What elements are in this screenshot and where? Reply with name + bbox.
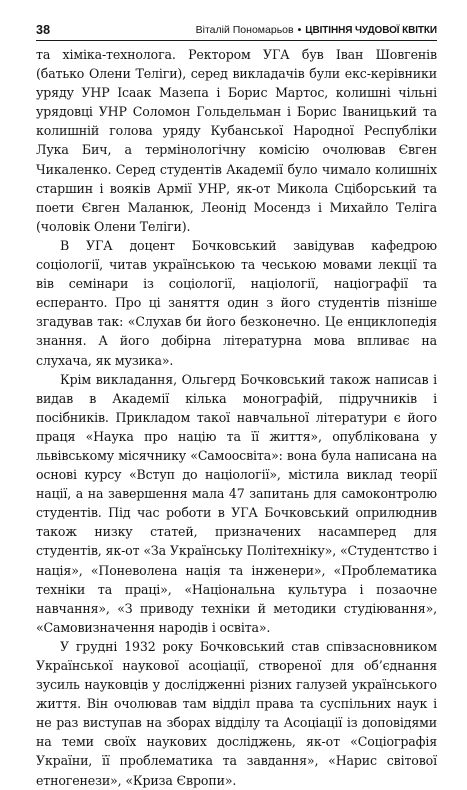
running-head (196, 24, 437, 36)
page-header (36, 20, 437, 41)
paragraph-3: Крім викладання, Ольгерд Бочковський також написав і видав в Академії кілька монографій, підручників і посібників. Прикладом такої навчальної літератури є його праця «Наука про націю та її життя», опублікована у львівському місячнику «Самоосвіта»: вона була написана на основі курсу «Вступ до націології», містила виклад теорії нації, а на завершення мала 47 запитань для самоконтролю студентів. Під час роботи в УГА Бочковський оприлюднив також низку статей, призначених насамперед для студентів, як-от «За Українську Політехніку», «Студентство і нація», «Поневолена нація та інженери», «Проблематика техніки та праці», «Національна культура і позаочне навчання», «З приводу техніки й методики студіювання», «Самовизначення народів і освіта». (36, 371, 437, 635)
paragraph-4: У грудні 1932 року Бочковський став співзасновником Української наукової асоціації, створеної для об’єднання зусиль науковців у дослідженні різних галузей українського життя. Він очолював там відділ права та суспільних наук і не раз виступав на зборах відділу та Асоціації із доповідями на теми своїх наукових досліджень, як-от «Соціографія України, її проблематика та завдання», «Нарис світової етногенези», «Криза Європи». (36, 638, 437, 788)
paragraph-1: та хіміка-технолога. Ректором УГА був Іван Шовгенів (батько Олени Теліги), серед викладачів були екс-керівники уряду УНР Ісаак Мазепа і Борис Мартос, колишні чільні урядовці УНР Соломон Гольдельман і Борис Іваницький та колишній голова уряду Кубанської Народної Республіки Лука Бич, а термінологічну комісію очолював Євген Чикаленко. Серед студентів Академії було чимало колишніх старшин і вояків Армії УНР, як-от Микола Сціборський та поети Євген Маланюк, Леонід Мосендз і Михайло Теліга (чоловік Олени Теліги). (36, 47, 437, 234)
paragraph-2: В УГА доцент Бочковський завідував кафедрою соціології, читав українською та чеською мовами лекції та вів семінари із соціології, націології, націографії та есперанто. Про ці заняття один з його студентів пізніше згадував так: «Слухав би його безконечно. Це енциклопедія знання. А його добірна літературна мова впливає на слухача, як музика». (36, 237, 437, 368)
page-number: 38 (36, 23, 51, 37)
body-text (36, 45, 437, 790)
running-head-author: Віталій Пономарьов (195, 24, 294, 36)
running-head-separator: • (297, 24, 302, 36)
running-head-book-title: ЦВІТІННЯ ЧУДОВОЇ КВІТКИ (305, 25, 437, 36)
